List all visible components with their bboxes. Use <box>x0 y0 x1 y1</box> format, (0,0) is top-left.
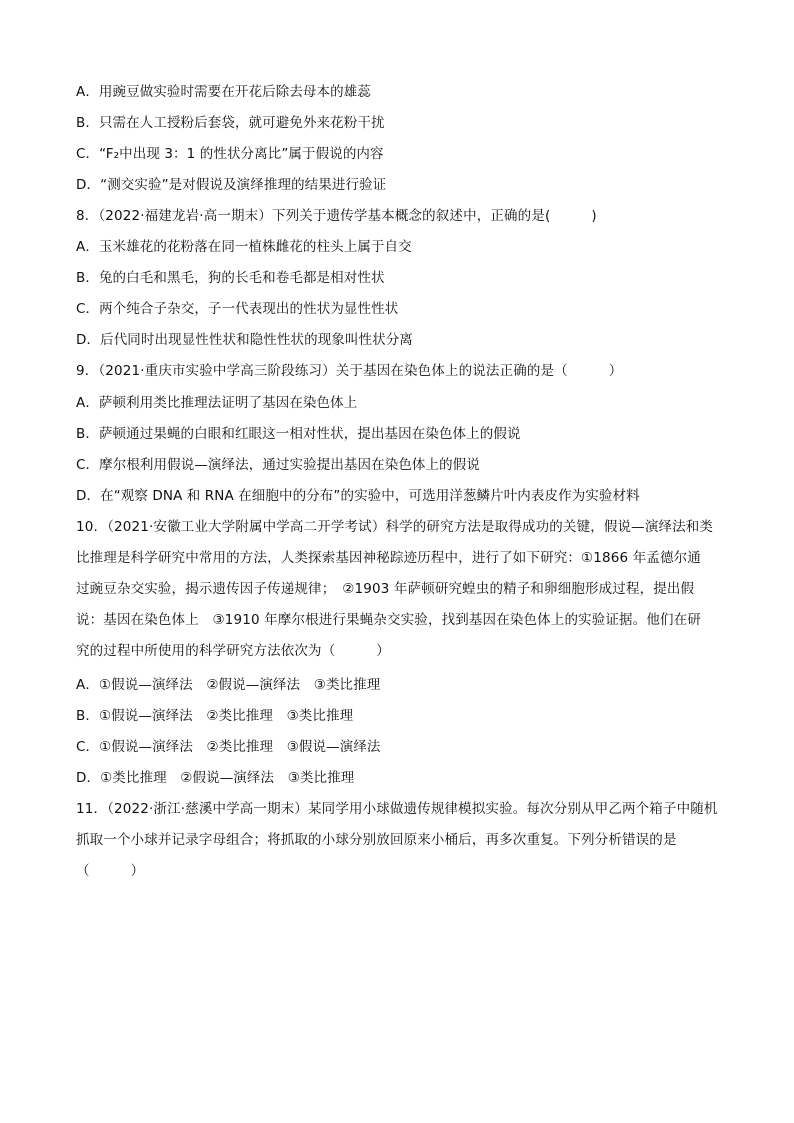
q11-stem-line-1: 11．（2022·浙江·慈溪中学高一期末）某同学用小球做遗传规律模拟实验。每次分别从甲乙两个箱子中随机 <box>76 801 718 817</box>
q10-stem-line-5: 究的过程中所使用的科学研究方法依次为（ ） <box>76 643 390 659</box>
q10-option-b: B．①假说—演绎法 ②类比推理 ③类比推理 <box>76 708 354 724</box>
q11-answer-bracket: （ ） <box>76 863 145 879</box>
q9-option-c: C．摩尔根利用假说—演绎法，通过实验提出基因在染色体上的假说 <box>76 457 480 473</box>
q10-option-d: D．①类比推理 ②假说—演绎法 ③类比推理 <box>76 770 355 786</box>
q11-stem-line-2: 抓取一个小球并记录字母组合；将抓取的小球分别放回原来小桶后，再多次重复。下列分析错误的是 <box>76 832 677 848</box>
q9-option-b: B．萨顿通过果蝇的白眼和红眼这一相对性状，提出基因在染色体上的假说 <box>76 426 521 442</box>
q8-option-b: B．兔的白毛和黑毛，狗的长毛和卷毛都是相对性状 <box>76 270 385 286</box>
q9-option-d: D．在“观察 DNA 和 RNA 在细胞中的分布”的实验中，可选用洋葱鳞片叶内表皮作为实验材料 <box>76 488 640 504</box>
q8-stem: 8．（2022·福建龙岩·高一期末）下列关于遗传学基本概念的叙述中，正确的是( ) <box>76 208 597 224</box>
q9-stem: 9．（2021·重庆市实验中学高三阶段练习）关于基因在染色体上的说法正确的是（ ） <box>76 363 623 379</box>
q10-option-c: C．①假说—演绎法 ②类比推理 ③假说—演绎法 <box>76 739 381 755</box>
q7-option-b: B．只需在人工授粉后套袋，就可避免外来花粉干扰 <box>76 115 385 131</box>
q10-stem-line-4: 说：基因在染色体上 ③1910 年摩尔根进行果蝇杂交实验，找到基因在染色体上的实验证据。他们在研 <box>76 612 701 628</box>
q9-option-a: A．萨顿利用类比推理法证明了基因在染色体上 <box>76 395 358 411</box>
q10-stem-line-1: 10．（2021·安徽工业大学附属中学高二开学考试）科学的研究方法是取得成功的关键，假说—演绎法和类 <box>76 519 714 535</box>
q7-option-c: C．“F₂中出现 3：1 的性状分离比”属于假说的内容 <box>76 146 384 162</box>
q8-option-a: A．玉米雄花的花粉落在同一植株雌花的柱头上属于自交 <box>76 239 412 255</box>
q10-stem-line-3: 过豌豆杂交实验，揭示遗传因子传递规律； ②1903 年萨顿研究蝗虫的精子和卵细胞形成过程，提出假 <box>76 581 695 597</box>
q10-stem-line-2: 比推理是科学研究中常用的方法，人类探索基因神秘踪迹历程中，进行了如下研究：①1866 年孟德尔通 <box>76 550 701 566</box>
q8-option-c: C．两个纯合子杂交，子一代表现出的性状为显性性状 <box>76 301 399 317</box>
q7-option-d: D．“测交实验”是对假说及演绎推理的结果进行验证 <box>76 177 387 193</box>
q10-option-a: A．①假说—演绎法 ②假说—演绎法 ③类比推理 <box>76 677 381 693</box>
q7-option-a: A．用豌豆做实验时需要在开花后除去母本的雄蕊 <box>76 84 371 100</box>
q8-option-d: D．后代同时出现显性性状和隐性性状的现象叫性状分离 <box>76 332 413 348</box>
